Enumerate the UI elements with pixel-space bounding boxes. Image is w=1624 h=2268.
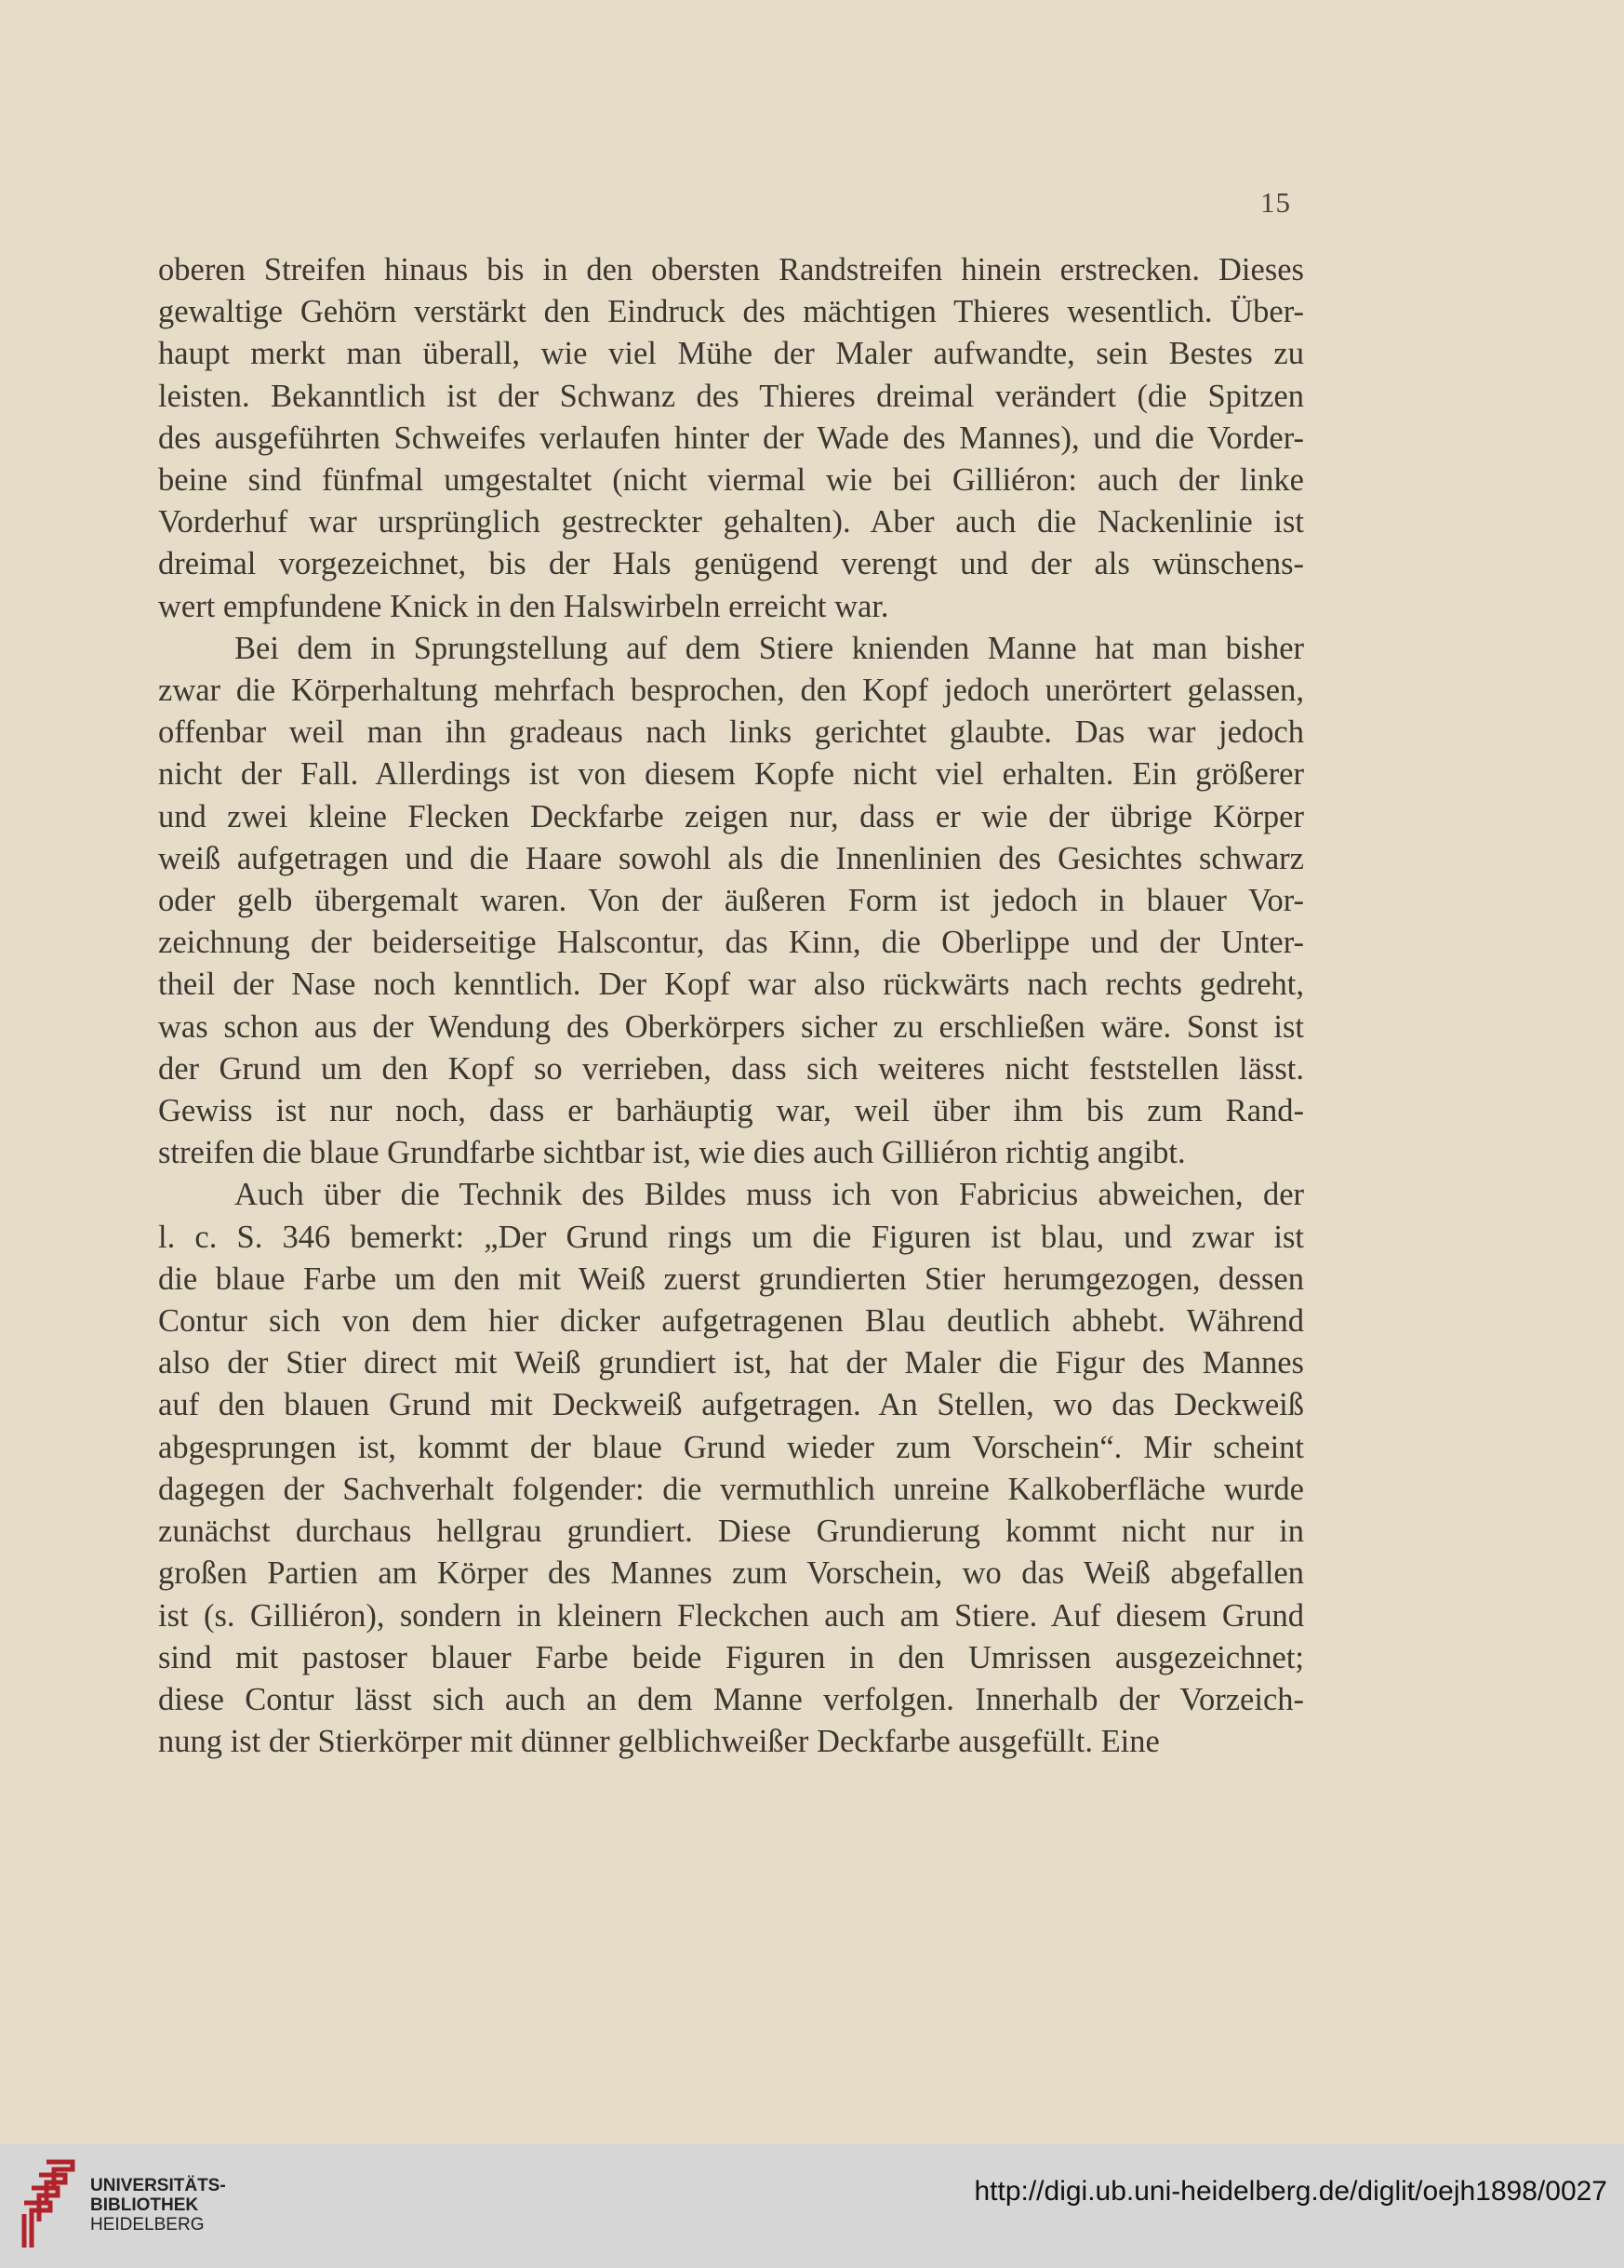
text-line: abgesprungen ist, kommt der blaue Grund wieder zum Vorschein“. Mir scheint [158,1429,1304,1465]
text-line: Bei dem in Sprungstellung auf dem Stiere knienden Manne hat man bisher [234,630,1304,666]
text-line: l. c. S. 346 bemerkt: „Der Grund rings um die Figuren ist blau, und zwar ist [158,1219,1304,1255]
text-line: zwar die Körperhaltung mehrfach besprochen, den Kopf jedoch unerörtert gelassen, [158,673,1304,709]
text-line: was schon aus der Wendung des Oberkörpers sicher zu erschließen wäre. Sonst ist [158,1008,1304,1045]
text-line: diese Contur lässt sich auch an dem Manne verfolgen. Innerhalb der Vorzeich- [158,1681,1304,1717]
text-line: sind mit pastoser blauer Farbe beide Figuren in den Umrissen ausgezeichnet; [158,1639,1304,1675]
text-line: weiß aufgetragen und die Haare sowohl als die Innenlinien des Gesichtes schwarz [158,840,1304,876]
text-line: die blaue Farbe um den mit Weiß zuerst grundierten Stier herumgezogen, dessen [158,1261,1304,1297]
text-line: oder gelb übergemalt waren. Von der äußeren Form ist jedoch in blauer Vor- [158,883,1304,919]
text-line: zunächst durchaus hellgrau grundiert. Diese Grundierung kommt nicht nur in [158,1514,1304,1550]
text-line: theil der Nase noch kenntlich. Der Kopf war also rückwärts nach rechts gedreht, [158,967,1304,1003]
text-line: wert empfundene Knick in den Halswirbeln erreicht war. [158,588,889,624]
text-line: ist (s. Gilliéron), sondern in kleinern Fleckchen auch am Stiere. Auf diesem Grund [158,1597,1304,1634]
text-line: haupt merkt man überall, wie viel Mühe der Maler aufwandte, sein Bestes zu [158,336,1304,372]
university-library-logo-icon [19,2156,80,2253]
text-line: des ausgeführten Schweifes verlaufen hinter der Wade des Mannes), und die Vorder- [158,420,1304,456]
text-line: nung ist der Stierkörper mit dünner gelblichweißer Deckfarbe ausgefüllt. Eine [158,1724,1160,1760]
text-line: Auch über die Technik des Bildes muss ich von Fabricius abweichen, der [234,1177,1304,1213]
page-number: 15 [1260,186,1291,219]
text-line: Gewiss ist nur noch, dass er barhäuptig war, weil über ihm bis zum Rand- [158,1093,1304,1129]
paragraph [158,1174,1304,1763]
text-line: Contur sich von dem hier dicker aufgetragenen Blau deutlich abhebt. Während [158,1303,1304,1340]
text-line: offenbar weil man ihn gradeaus nach links gerichtet glaubte. Das war jedoch [158,714,1304,751]
library-name-line3: HEIDELBERG [90,2215,205,2235]
library-name-line2: BIBLIOTHEK [90,2195,199,2215]
text-line: dagegen der Sachverhalt folgender: die vermuthlich unreine Kalkoberfläche wurde [158,1471,1304,1507]
source-url-link[interactable]: http://digi.ub.uni-heidelberg.de/diglit/oejh1898/0027 [974,2176,1607,2207]
text-line: Vorderhuf war ursprünglich gestreckter gehalten). Aber auch die Nackenlinie ist [158,504,1304,540]
body-text [158,249,1304,1763]
paragraph [158,249,1304,628]
text-line: dreimal vorgezeichnet, bis der Hals genügend verengt und der als wünschens- [158,546,1304,582]
text-line: beine sind fünfmal umgestaltet (nicht viermal wie bei Gilliéron: auch der linke [158,462,1304,499]
text-line: der Grund um den Kopf so verrieben, dass sich weiteres nicht feststellen lässt. [158,1050,1304,1087]
text-line: leisten. Bekanntlich ist der Schwanz des Thieres dreimal verändert (die Spitzen [158,378,1304,414]
library-name-line1: UNIVERSITÄTS- [90,2176,226,2195]
library-name [90,2176,226,2235]
text-line: gewaltige Gehörn verstärkt den Eindruck des mächtigen Thieres wesentlich. Über- [158,294,1304,330]
text-line: streifen die blaue Grundfarbe sichtbar ist, wie dies auch Gilliéron richtig angibt. [158,1135,1186,1171]
text-line: oberen Streifen hinaus bis in den obersten Randstreifen hinein erstrecken. Dieses [158,252,1304,287]
text-line: auf den blauen Grund mit Deckweiß aufgetragen. An Stellen, wo das Deckweiß [158,1387,1304,1423]
text-line: großen Partien am Körper des Mannes zum Vorschein, wo das Weiß abgefallen [158,1555,1304,1592]
text-line: nicht der Fall. Allerdings ist von diesem Kopfe nicht viel erhalten. Ein größerer [158,756,1304,793]
text-line: und zwei kleine Flecken Deckfarbe zeigen nur, dass er wie der übrige Körper [158,798,1304,834]
paragraph [158,628,1304,1175]
text-line: zeichnung der beiderseitige Halscontur, das Kinn, die Oberlippe und der Unter- [158,925,1304,961]
text-line: also der Stier direct mit Weiß grundiert ist, hat der Maler die Figur des Mannes [158,1345,1304,1381]
